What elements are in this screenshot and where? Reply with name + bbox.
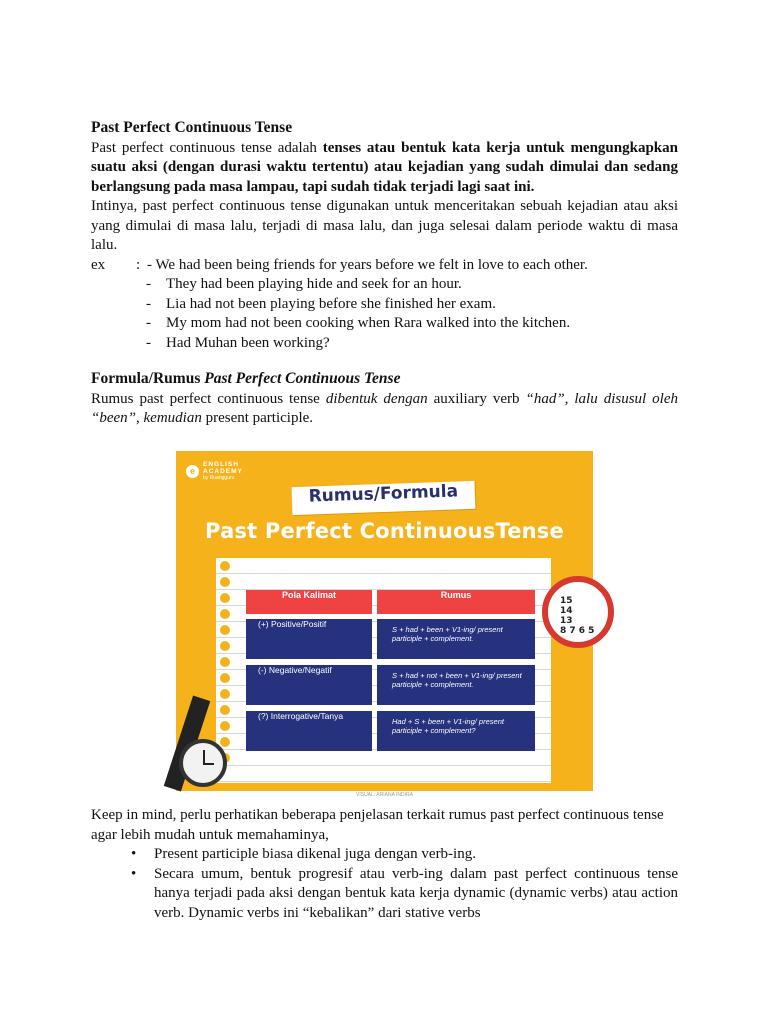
example-first-row	[91, 256, 678, 276]
list-item: - My mom had not been cooking when Rara walked into the kitchen.	[146, 315, 571, 331]
notes-list	[91, 845, 678, 923]
pola-interrogative: (?) Interrogative/Tanya	[246, 711, 372, 751]
pola-positive: (+) Positive/Positif	[246, 619, 372, 659]
definition-paragraph: Past perfect continuous tense adalah tenses atau bentuk kata kerja untuk mengungkapkan suatu aksi (dengan durasi waktu tertentu) atau kejadian yang sudah dimulai dan sedang berlangsung pada masa lampau, tapi sudah tidak terjadi lagi saat ini.	[91, 139, 678, 195]
rumus-formula-banner: Rumus/Formula	[292, 481, 476, 515]
document-body	[91, 118, 678, 429]
section-heading-past-perfect-continuous: Past Perfect Continuous Tense	[91, 119, 293, 136]
notebook-rings	[218, 561, 232, 769]
rumus-negative: S + had + not + been + V1-ing/ present participle + complement.	[377, 665, 535, 705]
example-list	[91, 275, 678, 353]
english-academy-logo: e ENGLISH ACADEMY by Ruangguru	[186, 461, 243, 481]
notes-section	[91, 806, 678, 923]
keep-in-mind-paragraph: Keep in mind, perlu perhatikan beberapa penjelasan terkait rumus past perfect continuous tense agar lebih mudah untuk memahaminya,	[91, 807, 664, 843]
wristwatch-icon	[179, 739, 227, 787]
infographic-title: Past Perfect ContinuousTense	[205, 519, 564, 543]
rumus-positive: S + had + been + V1-ing/ present participle + complement.	[377, 619, 535, 659]
header-rumus: Rumus	[377, 590, 535, 614]
example-first-sentence: - We had been being friends for years before we felt in love to each other.	[147, 256, 588, 273]
alarm-clock-icon: 15 14 13 8 7 6 5	[542, 576, 614, 648]
list-item: • Present participle biasa dikenal juga dengan verb-ing.	[91, 845, 678, 865]
section-heading-formula: Formula/Rumus Past Perfect Continuous Tense	[91, 370, 401, 387]
header-pola-kalimat: Pola Kalimat	[246, 590, 372, 614]
list-item: - Lia had not been playing before she finished her exam.	[146, 295, 496, 312]
example-label: ex	[91, 256, 106, 273]
formula-infographic	[176, 451, 595, 798]
visual-credit: VISUAL: ARIANA INDIRA	[356, 792, 413, 798]
list-item: • Secara umum, bentuk progresif atau verb-ing dalam past perfect continuous tense hanya terjadi pada aksi dengan bentuk kata kerja dynamic (dynamic verbs) atau action verb. Dynamic verbs ini “kebalikan” dari stative verbs	[131, 865, 678, 921]
bullet-icon: •	[131, 846, 137, 862]
list-item: - Had Muhan been working?	[146, 334, 330, 351]
summary-paragraph: Intinya, past perfect continuous tense digunakan untuk menceritakan sebuah kejadian atau aksi yang dimulai di masa lalu, terjadi di masa lalu, dan juga selesai dalam periode waktu di masa lalu.	[91, 198, 678, 253]
example-colon: :	[136, 256, 141, 273]
rumus-interrogative: Had + S + been + V1-ing/ present participle + complement?	[377, 711, 535, 751]
pola-negative: (-) Negative/Negatif	[246, 665, 372, 705]
bullet-icon: •	[131, 865, 137, 882]
list-item: - They had been playing hide and seek for an hour.	[146, 276, 462, 292]
logo-icon: e	[186, 465, 199, 478]
formula-paragraph: Rumus past perfect continuous tense dibentuk dengan auxiliary verb “had”, lalu disusul oleh “been”, kemudian present participle.	[91, 390, 678, 426]
